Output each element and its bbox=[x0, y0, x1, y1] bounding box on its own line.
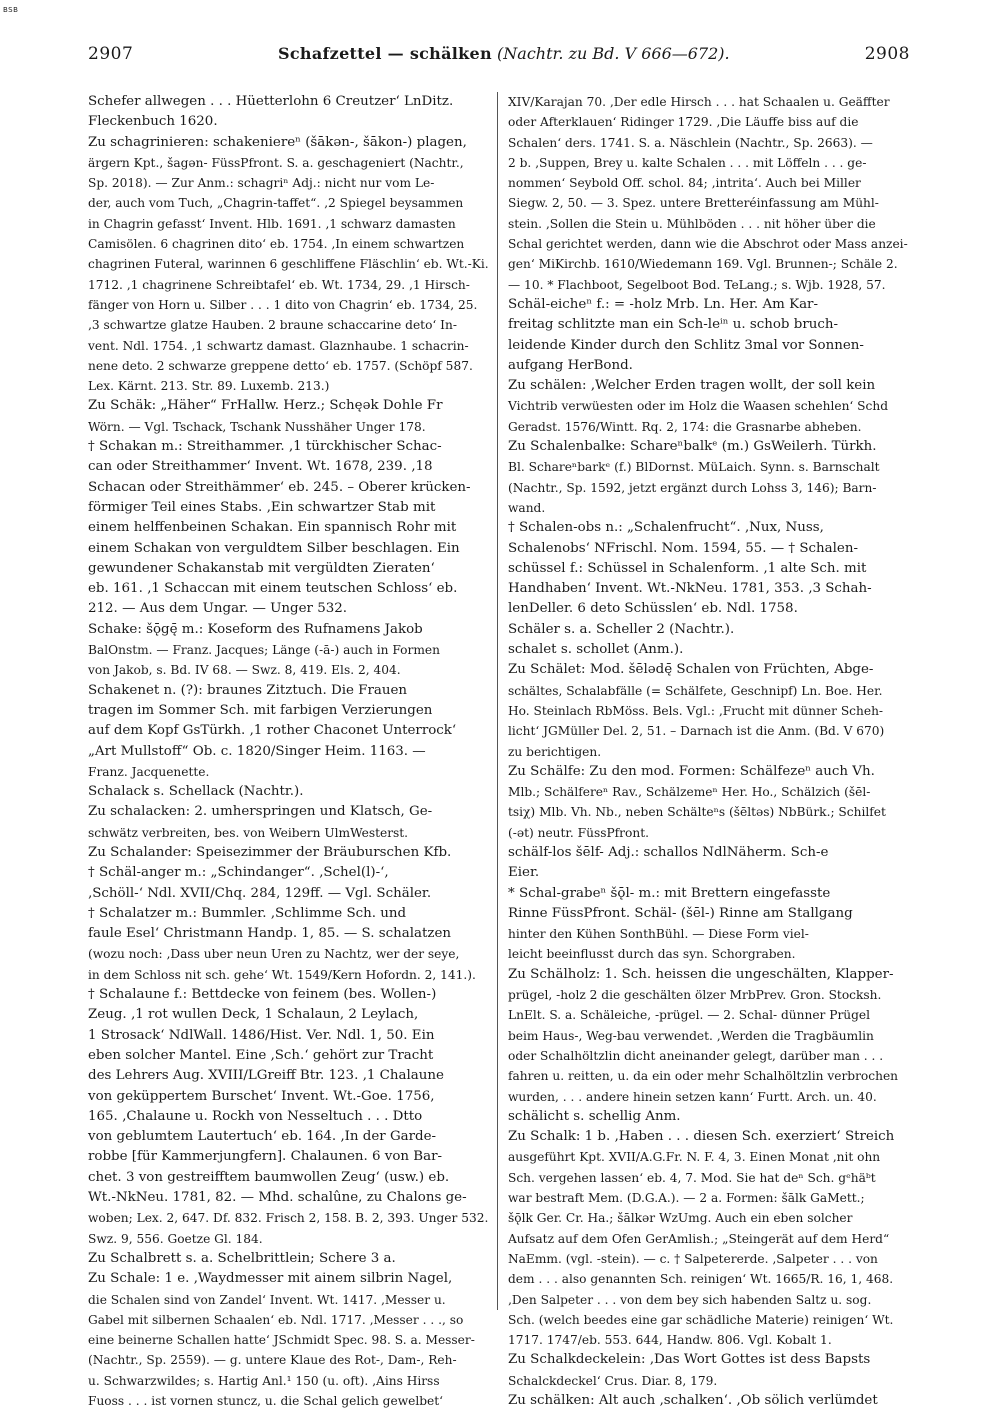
text-line: von Jakob, s. Bd. IV 68. — Swz. 8, 419. Els. 2, 404. bbox=[88, 663, 401, 678]
text-line: chet. 3 von gestreifftem baumwollen Zeug‘ (usw.) eb. bbox=[88, 1169, 450, 1185]
text-line: † Schalatzer m.: Bummler. ‚Schlimme Sch. und bbox=[88, 905, 407, 921]
text-line: Eier. bbox=[508, 865, 540, 881]
text-line: oder Afterklauen‘ Ridinger 1729. ‚Die Läuffe biss auf die bbox=[508, 115, 859, 130]
text-line: wand. bbox=[508, 500, 546, 515]
text-line: ‚Den Salpeter . . . von dem bey sich habenden Saltz u. sog. bbox=[508, 1292, 872, 1307]
text-line: Schakenet n. (?): braunes Zitztuch. Die Frauen bbox=[88, 682, 408, 698]
text-line: wurden, . . . andere hinein setzen kann‘ Furtt. Arch. un. 40. bbox=[508, 1089, 877, 1104]
text-line: † Schalen-obs n.: „Schalenfrucht“. ‚Nux, Nuss, bbox=[508, 520, 824, 536]
text-line: Schäler s. a. Scheller 2 (Nachtr.). bbox=[508, 621, 735, 637]
text-line: schalet s. schollet (Anm.). bbox=[508, 642, 684, 658]
left-column bbox=[88, 92, 498, 1408]
text-line: 212. — Aus dem Ungar. — Unger 532. bbox=[88, 601, 348, 617]
text-line: gewundener Schakanstab mit vergüldten Zieraten‘ bbox=[88, 560, 435, 576]
text-line: † Schalaune f.: Bettdecke von feinem (bes. Wollen-) bbox=[88, 987, 437, 1003]
text-line: dem . . . also genannten Sch. reinigen‘ Wt. 1665/R. 16, 1, 468. bbox=[508, 1272, 894, 1287]
text-line: stein. ‚Sollen die Stein u. Mühlböden . . . nit höher über die bbox=[508, 216, 876, 231]
text-line: Zu Schalk: 1 b. ‚Haben . . . diesen Sch. exerziert‘ Streich bbox=[508, 1129, 895, 1145]
text-line: Fuoss . . . ist vornen stuncz, u. die Schal gelich gewelbet‘ bbox=[88, 1394, 444, 1408]
text-line: eb. 161. ‚1 Schaccan mit einem teutschen Schloss‘ eb. bbox=[88, 581, 458, 597]
text-line: in Chagrin gefasst‘ Invent. Hlb. 1691. ‚1 schwarz damasten bbox=[88, 216, 456, 231]
text-line: (Nachtr., Sp. 1592, jetzt ergänzt durch Lohss 3, 146); Barn- bbox=[508, 480, 877, 495]
text-line: Vichtrib verwüesten oder im Holz die Waasen schehlen‘ Schd bbox=[508, 399, 889, 414]
text-line: Schacan oder Streithämmer‘ eb. 245. – Oberer krücken- bbox=[88, 479, 471, 495]
text-line: förmiger Teil eines Stabs. ‚Ein schwartzer Stab mit bbox=[88, 499, 436, 515]
text-line: Bl. Schareⁿbarkᵉ (f.) BlDornst. MüLaich. Synn. s. Barnschalt bbox=[508, 460, 880, 475]
text-line: Zu Schälfe: Zu den mod. Formen: Schälfezeⁿ auch Vh. bbox=[508, 763, 875, 779]
right-column bbox=[508, 92, 918, 1408]
text-line: robbe [für Kammerjungfern]. Chalaunen. 6 von Bar- bbox=[88, 1149, 443, 1165]
text-line: 1 Strosack‘ NdlWall. 1486/Hist. Ver. Ndl. 1, 50. Ein bbox=[88, 1027, 435, 1043]
text-line: die Schalen sind von Zandel‘ Invent. Wt. 1417. ‚Messer u. bbox=[88, 1292, 446, 1307]
text-line: faule Esel‘ Christmann Handp. 1, 85. — S. schalatzen bbox=[88, 926, 451, 942]
text-line: 1717. 1747/eb. 553. 644, Handw. 806. Vgl. Kobalt 1. bbox=[508, 1333, 832, 1348]
text-line: NaEmm. (vgl. -stein). — c. † Salpetererde. ‚Salpeter . . . von bbox=[508, 1251, 878, 1266]
text-line: Zu Schäk: „Häher“ FrHallw. Herz.; Schęək Dohle Fr bbox=[88, 398, 443, 414]
text-line: šǭlk Ger. Cr. Ha.; šālkər WzUmg. Auch ein eben solcher bbox=[508, 1211, 853, 1226]
text-line: LnElt. S. a. Schäleiche, -prügel. — 2. Schal- dünner Prügel bbox=[508, 1008, 871, 1023]
text-line: fahren u. reitten, u. da ein oder mehr Schalhöltzlin verbrochen bbox=[508, 1069, 899, 1084]
text-line: (Nachtr., Sp. 2559). — g. untere Klaue des Rot-, Dam-, Reh- bbox=[88, 1353, 457, 1368]
text-line: in dem Schloss nit sch. gehe‘ Wt. 1549/Kern Hofordn. 2, 141.). bbox=[88, 967, 476, 982]
text-line: hinter den Kühen SonthBühl. — Diese Form viel- bbox=[508, 927, 809, 942]
text-line: Geradst. 1576/Wintt. Rq. 2, 174: die Grasnarbe abheben. bbox=[508, 419, 862, 434]
text-line: Schefer allwegen . . . Hüetterlohn 6 Creutzer‘ LnDitz. bbox=[88, 94, 454, 109]
text-line: XIV/Karajan 70. ‚Der edle Hirsch . . . hat Schaalen u. Geäffter bbox=[508, 95, 890, 109]
text-line: Schalack s. Schellack (Nachtr.). bbox=[88, 784, 304, 800]
text-line: Zu Schale: 1 e. ‚Waydmesser mit ainem silbrin Nagel, bbox=[88, 1271, 453, 1287]
text-line: schälicht s. schellig Anm. bbox=[508, 1108, 681, 1124]
running-title-headwords: Schafzettel — schälken bbox=[278, 44, 492, 63]
text-line: fänger von Horn u. Silber . . . 1 dito von Chagrin‘ eb. 1734, 25. bbox=[88, 297, 478, 312]
text-line: leicht beeinflusst durch das syn. Schorgraben. bbox=[508, 947, 796, 962]
text-line: 1712. ‚1 chagrinene Schreibtafel‘ eb. Wt. 1734, 29. ‚1 Hirsch- bbox=[88, 277, 470, 292]
text-line: eben solcher Mantel. Eine ‚Sch.‘ gehört zur Tracht bbox=[88, 1047, 434, 1063]
text-line: † Schäl-anger m.: „Schindanger“. ‚Schel(l)-‘, bbox=[88, 865, 389, 881]
text-line: von geblumtem Lautertuch‘ eb. 164. ‚In der Garde- bbox=[88, 1129, 437, 1145]
text-line: can oder Streithammer‘ Invent. Wt. 1678, 239. ‚18 bbox=[88, 459, 433, 475]
text-line: Aufsatz auf dem Ofen GerAmlish.; „Steingerät auf dem Herd“ bbox=[508, 1231, 890, 1246]
text-line: Zeug. ‚1 rot wullen Deck, 1 Schalaun, 2 Leylach, bbox=[88, 1007, 419, 1023]
page-number-left: 2907 bbox=[88, 44, 134, 64]
text-line: Zu schälken: Alt auch ‚schalken‘. ‚Ob sölich verlümdet bbox=[508, 1393, 878, 1408]
text-line: von geküppertem Burschet‘ Invent. Wt.-Goe. 1756, bbox=[88, 1088, 435, 1104]
text-line: prügel, -holz 2 die geschälten ölzer MrbPrev. Gron. Stocksh. bbox=[508, 988, 882, 1003]
text-line: freitag schlitzte man ein Sch-leⁱⁿ u. schob bruch- bbox=[508, 317, 839, 333]
text-line: Wörn. — Vgl. Tschack, Tschank Nusshäher Unger 178. bbox=[88, 419, 426, 434]
text-line: Zu Schalbrett s. a. Schelbrittlein; Schere 3 a. bbox=[88, 1250, 396, 1266]
page-number-right: 2908 bbox=[864, 44, 910, 64]
text-line: Camisölen. 6 chagrinen dito‘ eb. 1754. ‚In einem schwartzen bbox=[88, 237, 465, 252]
text-line: schälf-los šēlf- Adj.: schallos NdlNäherm. Sch-e bbox=[508, 844, 829, 860]
text-line: Sch. vergehen lassen‘ eb. 4, 7. Mod. Sie hat deⁿ Sch. gᵉhäᵇt bbox=[508, 1170, 876, 1185]
text-line: licht‘ JGMüller Del. 2, 51. – Darnach ist die Anm. (Bd. V 670) bbox=[508, 724, 885, 739]
text-line: ärgern Kpt., šagən- FüssPfront. S. a. geschageniert (Nachtr., bbox=[88, 155, 464, 170]
text-line: des Lehrers Aug. XVIII/LGreiff Btr. 123. ‚1 Chalaune bbox=[88, 1068, 444, 1084]
text-line: Lex. Kärnt. 213. Str. 89. Luxemb. 213.) bbox=[88, 379, 330, 394]
library-stamp: BSB bbox=[3, 6, 19, 14]
text-line: ausgeführt Kpt. XVII/A.G.Fr. N. F. 4, 3. Einen Monat ‚nit ohn bbox=[508, 1150, 881, 1165]
text-line: tsiχ) Mlb. Vh. Nb., neben Schälteⁿs (šēltəs) NbBürk.; Schilfet bbox=[508, 805, 886, 820]
text-line: (-ət) neutr. FüssPfront. bbox=[508, 825, 649, 840]
text-line: nene deto. 2 schwarze greppene detto‘ eb. 1757. (Schöpf 587. bbox=[88, 358, 473, 373]
text-line: Schal gerichtet werden, dann wie die Abschrot oder Mass anzei- bbox=[508, 237, 908, 252]
text-line: ‚3 schwartze glatze Hauben. 2 braune schaccarine deto‘ In- bbox=[88, 318, 457, 333]
text-line: — 10. * Flachboot, Segelboot Bod. TeLang.; s. Wjb. 1928, 57. bbox=[508, 277, 886, 292]
text-line: Zu Schalenbalke: Schareⁿbalkᵉ (m.) GsWeilerh. Türkh. bbox=[508, 439, 877, 455]
text-line: schältes, Schalabfälle (= Schälfete, Geschnipf) Ln. Boe. Her. bbox=[508, 683, 883, 698]
text-line: beim Haus-, Weg-bau verwendet. ‚Werden die Tragbäumlin bbox=[508, 1028, 874, 1043]
text-line: Handhaben‘ Invent. Wt.-NkNeu. 1781, 353. ‚3 Schah- bbox=[508, 581, 872, 597]
text-line: Franz. Jacquenette. bbox=[88, 764, 210, 779]
text-line: tragen im Sommer Sch. mit farbigen Verzierungen bbox=[88, 702, 433, 718]
text-line: † Schakan m.: Streithammer. ‚1 türckhischer Schac- bbox=[88, 439, 442, 455]
text-line: Siegw. 2, 50. — 3. Spez. untere Bretteréinfassung am Mühl- bbox=[508, 196, 879, 211]
text-line: einem helffenbeinen Schakan. Ein spannisch Rohr mit bbox=[88, 520, 457, 536]
text-line: aufgang HerBond. bbox=[508, 357, 633, 373]
running-title-reference: (Nachtr. zu Bd. V 666—672). bbox=[497, 44, 730, 63]
text-line: Zu schagrinieren: schakeniereⁿ (šākən-, šākon-) plagen, bbox=[88, 134, 467, 150]
text-line: einem Schakan von verguldtem Silber beschlagen. Ein bbox=[88, 540, 460, 556]
text-line: war bestraft Mem. (D.G.A.). — 2 a. Formen: šālk GaMett.; bbox=[508, 1191, 865, 1206]
text-line: Sp. 2018). — Zur Anm.: schagriⁿ Adj.: nicht nur vom Le- bbox=[88, 176, 435, 191]
text-line: lenDeller. 6 deto Schüsslen‘ eb. Ndl. 1758. bbox=[508, 601, 798, 617]
text-line: woben; Lex. 2, 647. Df. 832. Frisch 2, 158. B. 2, 393. Unger 532. bbox=[88, 1211, 489, 1226]
text-line: Zu Schälholz: 1. Sch. heissen die ungeschälten, Klapper- bbox=[508, 966, 894, 982]
text-line: gen‘ MiKirchb. 1610/Wiedemann 169. Vgl. Brunnen-; Schäle 2. bbox=[508, 257, 898, 272]
text-line: der, auch vom Tuch, „Chagrin-taffet“. ‚2 Spiegel beysammen bbox=[88, 196, 464, 211]
text-line: vent. Ndl. 1754. ‚1 schwartz damast. Glaznhaube. 1 schacrin- bbox=[88, 338, 469, 353]
text-line: zu berichtigen. bbox=[508, 744, 602, 759]
text-line: Sch. (welch beedes eine gar schädliche Materie) reinigen‘ Wt. bbox=[508, 1312, 894, 1327]
text-line: auf dem Kopf GsTürkh. ‚1 rother Chaconet Unterrock‘ bbox=[88, 723, 457, 739]
text-line: 165. ‚Chalaune u. Rockh von Nesseltuch . . . Dtto bbox=[88, 1108, 423, 1124]
text-line: 2 b. ‚Suppen, Brey u. kalte Schalen . . . mit Löffeln . . . ge- bbox=[508, 155, 867, 170]
text-line: „Art Mullstoff“ Ob. c. 1820/Singer Heim. 1163. — bbox=[88, 743, 426, 759]
text-line: eine beinerne Schallen hatte‘ JSchmidt Spec. 98. S. a. Messer- bbox=[88, 1333, 475, 1348]
text-line: Schäl-eicheⁿ f.: = -holz Mrb. Ln. Her. Am Kar- bbox=[508, 296, 818, 312]
text-line: Zu Schalkdeckelein: ‚Das Wort Gottes ist dess Bapsts bbox=[508, 1352, 871, 1368]
text-line: Gabel mit silbernen Schaalen‘ eb. Ndl. 1717. ‚Messer . . ., so bbox=[88, 1312, 464, 1327]
text-line: Fleckenbuch 1620. bbox=[88, 114, 218, 130]
text-line: Rinne FüssPfront. Schäl- (šēl-) Rinne am Stallgang bbox=[508, 905, 853, 921]
text-line: schwätz verbreiten, bes. von Weibern UlmWesterst. bbox=[88, 825, 409, 840]
page-header bbox=[88, 44, 910, 74]
text-line: (wozu noch: ‚Dass uber neun Uren zu Nachtz, wer der seye, bbox=[88, 947, 460, 962]
text-line: nommen‘ Seybold Off. schol. 84; ‚intrita‘. Auch bei Miller bbox=[508, 176, 861, 191]
text-line: schüssel f.: Schüssel in Schalenform. ‚1 alte Sch. mit bbox=[508, 560, 867, 576]
text-line: leidende Kinder durch den Schlitz 3mal vor Sonnen- bbox=[508, 337, 864, 353]
text-line: Schalen‘ ders. 1741. S. a. Näschlein (Nachtr., Sp. 2663). — bbox=[508, 135, 873, 150]
text-line: Swz. 9, 556. Goetze Gl. 184. bbox=[88, 1231, 263, 1246]
text-line: chagrinen Futeral, warinnen 6 geschliffene Fläschlin‘ eb. Wt.-Ki. bbox=[88, 257, 489, 272]
text-line: Schake: šǭgę̄ m.: Koseform des Rufnamens Jakob bbox=[88, 621, 423, 637]
text-line: Schalenobs‘ NFrischl. Nom. 1594, 55. — † Schalen- bbox=[508, 540, 858, 556]
text-line: Zu Schälet: Mod. šēlədę̄ Schalen von Früchten, Abge- bbox=[508, 662, 874, 678]
text-line: Zu schälen: ‚Welcher Erden tragen wollt, der soll kein bbox=[508, 378, 876, 394]
text-line: ‚Schöll-‘ Ndl. XVII/Chq. 284, 129ff. — Vgl. Schäler. bbox=[88, 885, 432, 901]
text-line: u. Schwarzwildes; s. Hartig Anl.¹ 150 (u. oft). ‚Ains Hirss bbox=[88, 1373, 440, 1388]
running-title bbox=[278, 44, 730, 63]
text-line: Wt.-NkNeu. 1781, 82. — Mhd. schalûne, zu Chalons ge- bbox=[88, 1190, 467, 1206]
text-line: Zu schalacken: 2. umherspringen und Klatsch, Ge- bbox=[88, 804, 433, 820]
text-line: Zu Schalander: Speisezimmer der Bräuburschen Kfb. bbox=[88, 844, 452, 860]
text-line: Mlb.; Schälfereⁿ Rav., Schälzemeⁿ Her. Ho., Schälzich (šēl- bbox=[508, 785, 871, 800]
text-line: BalOnstm. — Franz. Jacques; Länge (-ā-) auch in Formen bbox=[88, 643, 440, 658]
text-line: Schalckdeckel‘ Crus. Diar. 8, 179. bbox=[508, 1373, 718, 1388]
text-line: oder Schalhöltzlin dicht aneinander gelegt, darüber man . . . bbox=[508, 1048, 884, 1063]
text-line: Ho. Steinlach RbMöss. Bels. Vgl.: ‚Frucht mit dünner Scheh- bbox=[508, 703, 884, 718]
text-line: * Schal-grabeⁿ šǭl- m.: mit Brettern eingefasste bbox=[508, 885, 831, 901]
